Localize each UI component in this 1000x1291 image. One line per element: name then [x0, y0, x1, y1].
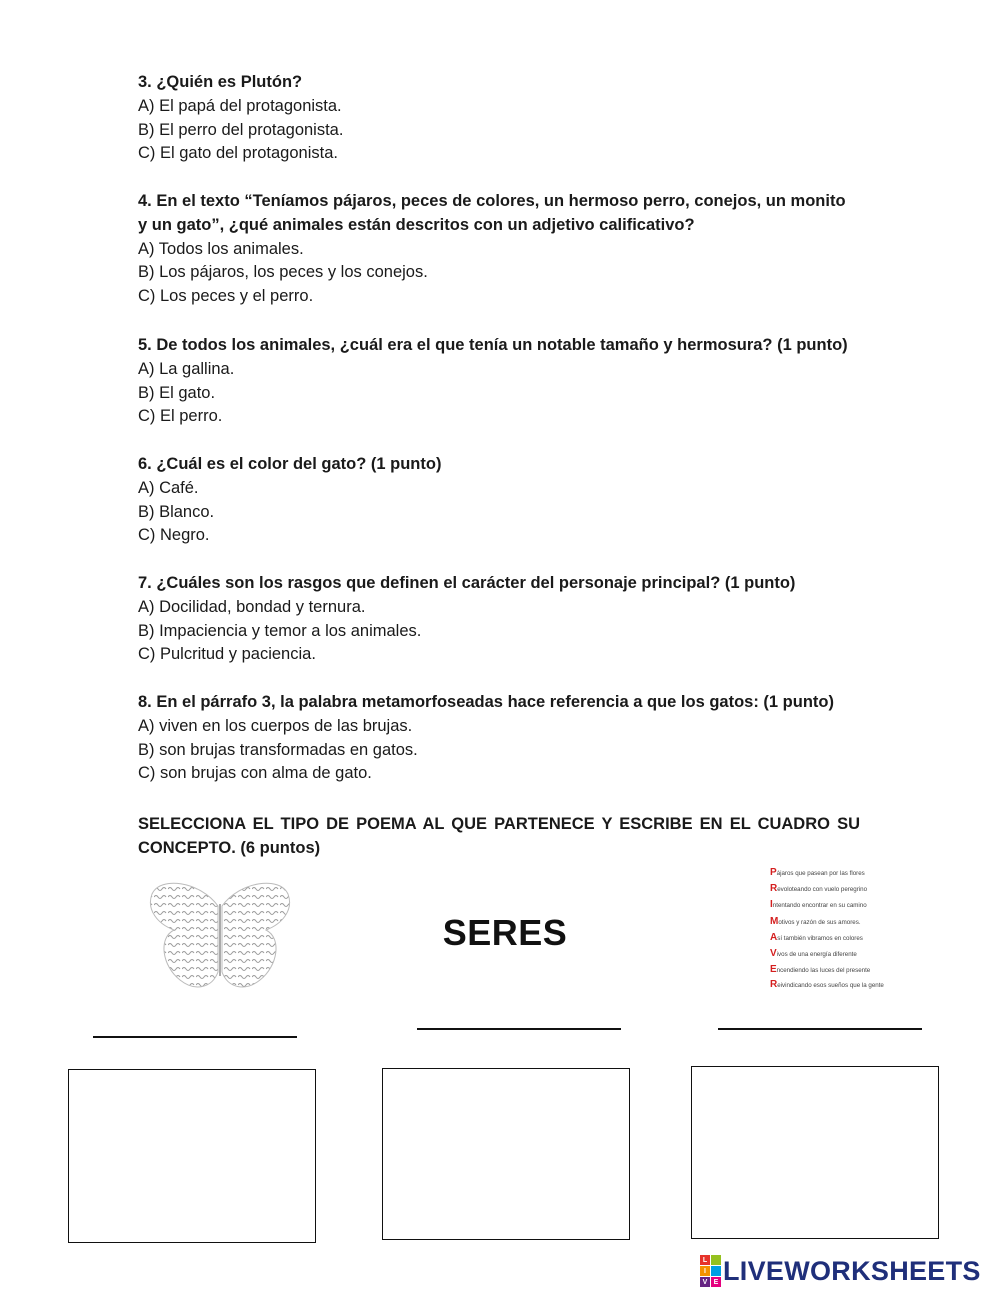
acrostic-line: Así también vibramos en colores	[770, 931, 863, 943]
acrostic-line: Pájaros que pasean por las flores	[770, 867, 865, 878]
question-title: 3. ¿Quién es Plutón?	[138, 73, 303, 91]
logo-blocks-icon: L I V E	[700, 1255, 721, 1287]
question-5	[138, 334, 868, 429]
option-c: C) son brujas con alma de gato.	[138, 764, 372, 783]
question-6	[138, 453, 868, 548]
logo-text: LIVEWORKSHEETS	[723, 1255, 981, 1286]
option-a: A) Todos los animales.	[138, 239, 304, 258]
option-b: B) son brujas transformadas en gatos.	[138, 740, 418, 759]
answer-box-3[interactable]	[691, 1066, 939, 1239]
question-7	[138, 572, 868, 667]
answer-box-1[interactable]	[68, 1069, 316, 1243]
option-a: A) La gallina.	[138, 359, 235, 378]
acrostic-line: Reivindicando esos sueños que la gente	[770, 979, 884, 991]
liveworksheets-logo	[700, 1255, 981, 1287]
acrostic-line: Vivos de una energía diferente	[770, 948, 857, 960]
question-title: 6. ¿Cuál es el color del gato? (1 punto)	[138, 455, 442, 473]
instruction: SELECCIONA EL TIPO DE POEMA AL QUE PARTENECE Y ESCRIBE EN EL CUADRO SU CONCEPTO. (6 puntos)	[138, 815, 860, 857]
acrostic-line: Motivos y razón de sus amores.	[770, 915, 861, 927]
answer-box-2[interactable]	[382, 1068, 630, 1240]
option-b: B) El perro del protagonista.	[138, 120, 344, 139]
option-c: C) El gato del protagonista.	[138, 144, 338, 163]
acrostic-line: Encendiendo las luces del presente	[770, 964, 871, 976]
option-b: B) El gato.	[138, 383, 216, 402]
calligram-butterfly-image	[140, 876, 300, 998]
question-3	[138, 71, 868, 166]
option-a: A) El papá del protagonista.	[138, 96, 342, 115]
question-4	[138, 190, 868, 309]
option-b: B) Los pájaros, los peces y los conejos.	[138, 263, 428, 282]
question-title-line2: y un gato”, ¿qué animales están descritos con un adjetivo calificativo?	[138, 215, 695, 234]
acrostic-line: Revoloteando con vuelo peregrino	[770, 883, 868, 895]
answer-line-2[interactable]	[417, 1028, 621, 1030]
option-c: C) El perro.	[138, 407, 223, 426]
option-c: C) Negro.	[138, 526, 210, 545]
poem-title-seres: SERES	[442, 912, 568, 953]
question-title: 8. En el párrafo 3, la palabra metamorfoseadas hace referencia a que los gatos: (1 punto)	[138, 693, 834, 711]
option-a: A) viven en los cuerpos de las brujas.	[138, 716, 413, 735]
option-a: A) Docilidad, bondad y ternura.	[138, 597, 366, 616]
answer-line-1[interactable]	[93, 1036, 297, 1038]
option-b: B) Impaciencia y temor a los animales.	[138, 621, 422, 640]
question-title-line1: 4. En el texto “Teníamos pájaros, peces de colores, un hermoso perro, conejos, un monito	[138, 192, 846, 210]
question-title: 7. ¿Cuáles son los rasgos que definen el carácter del personaje principal? (1 punto)	[138, 574, 796, 592]
option-b: B) Blanco.	[138, 502, 215, 521]
acrostic-poem	[770, 865, 890, 991]
acrostic-line: Intentando encontrar en su camino	[770, 899, 867, 911]
option-a: A) Café.	[138, 478, 199, 497]
question-title: 5. De todos los animales, ¿cuál era el que tenía un notable tamaño y hermosura? (1 punto)	[138, 336, 848, 354]
question-8	[138, 691, 868, 786]
option-c: C) Pulcritud y paciencia.	[138, 645, 316, 664]
answer-line-3[interactable]	[718, 1028, 922, 1030]
option-c: C) Los peces y el perro.	[138, 287, 314, 306]
